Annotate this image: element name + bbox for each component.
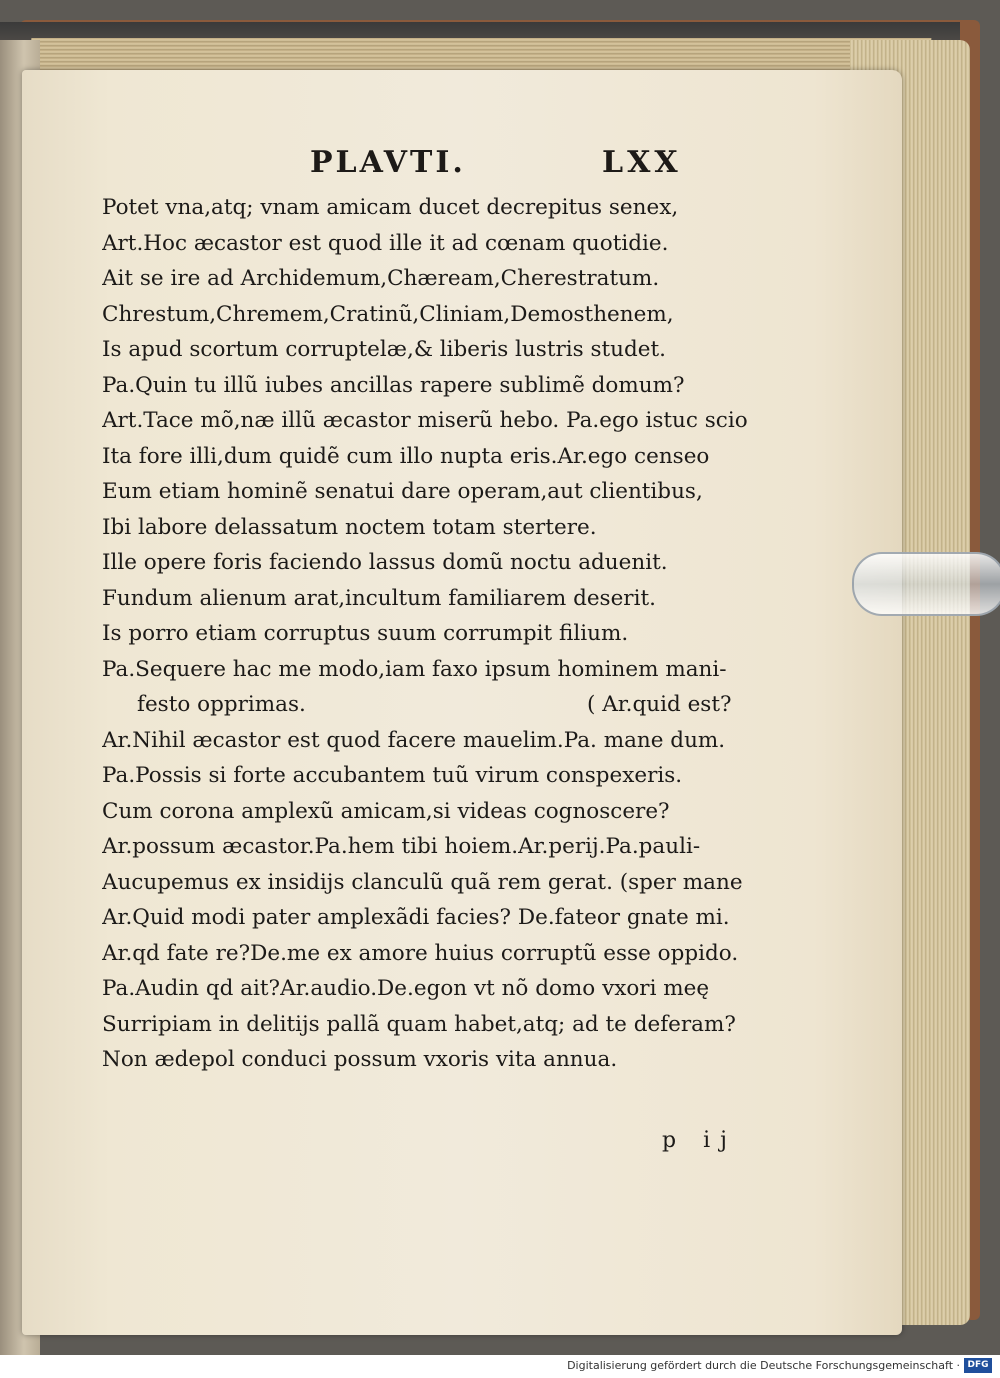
- text-line: Ar.possum æcastor.Pa.hem tibi hoiem.Ar.perij.Pa.pauli-: [102, 834, 701, 859]
- signature-mark: p ij: [662, 1128, 737, 1153]
- text-line-split: [102, 687, 802, 723]
- funding-credit: Digitalisierung gefördert durch die Deutsche Forschungsgemeinschaft ·: [567, 1359, 960, 1372]
- text-line: Ibi labore delassatum noctem totam stertere.: [102, 514, 597, 540]
- text-line: Surripiam in delitijs pallã quam habet,atq; ad te deferam?: [102, 1011, 736, 1037]
- split-line-left: festo opprimas.: [137, 692, 306, 717]
- text-line: Eum etiam hominẽ senatui dare operam,aut clientibus,: [102, 479, 703, 504]
- text-line: Ar.Quid modi pater amplexãdi facies? De.fateor gnate mi.: [102, 905, 730, 930]
- book-page: [22, 70, 902, 1335]
- text-line: Ar.Nihil æcastor est quod facere mauelim.Pa. mane dum.: [102, 727, 726, 753]
- text-line: Chrestum,Chremem,Cratinũ,Cliniam,Demosthenem,: [102, 301, 674, 327]
- text-line: Pa.Possis si forte accubantem tuũ virum conspexeris.: [102, 763, 683, 788]
- text-line: Potet vna,atq; vnam amicam ducet decrepitus senex,: [102, 195, 679, 220]
- text-line: Aucupemus ex insidijs clanculũ quã rem gerat. (sper mane: [102, 869, 743, 895]
- dfg-logo: DFG: [964, 1358, 992, 1373]
- text-line: Is apud scortum corruptelæ,& liberis lustris studet.: [102, 337, 666, 362]
- text-line: Non ædepol conduci possum vxoris vita annua.: [102, 1047, 618, 1072]
- text-line: Ait se ire ad Archidemum,Chæream,Cherestratum.: [102, 266, 660, 291]
- running-head-title: PLAVTI.: [310, 145, 466, 180]
- text-line: Is porro etiam corruptus suum corrumpit filium.: [102, 621, 629, 646]
- footer-bar: [0, 1355, 1000, 1378]
- page-clip: [852, 552, 1000, 616]
- text-line: Art.Tace mõ,næ illũ æcastor miserũ hebo. Pa.ego istuc scio: [102, 408, 748, 433]
- text-line: Pa.Sequere hac me modo,iam faxo ipsum hominem mani-: [102, 656, 727, 682]
- text-block: [102, 190, 802, 1078]
- text-line: Ar.qd fate re?De.me ex amore huius corruptũ esse oppido.: [102, 940, 739, 966]
- text-line: Fundum alienum arat,incultum familiarem deserit.: [102, 585, 656, 611]
- split-line-right: ( Ar.quid est?: [587, 692, 732, 717]
- text-line: Pa.Quin tu illũ iubes ancillas rapere sublimẽ domum?: [102, 372, 685, 398]
- text-line: Cum corona amplexũ amicam,si videas cognoscere?: [102, 798, 670, 824]
- text-line: Ita fore illi,dum quidẽ cum illo nupta eris.Ar.ego censeo: [102, 443, 710, 469]
- folio-number: LXX: [602, 145, 682, 180]
- running-head: [22, 145, 902, 185]
- text-line: Pa.Audin qd ait?Ar.audio.De.egon vt nõ domo vxori meę: [102, 976, 710, 1001]
- text-line: Art.Hoc æcastor est quod ille it ad cœnam quotidie.: [102, 230, 669, 256]
- text-line: Ille opere foris faciendo lassus domũ noctu aduenit.: [102, 550, 668, 575]
